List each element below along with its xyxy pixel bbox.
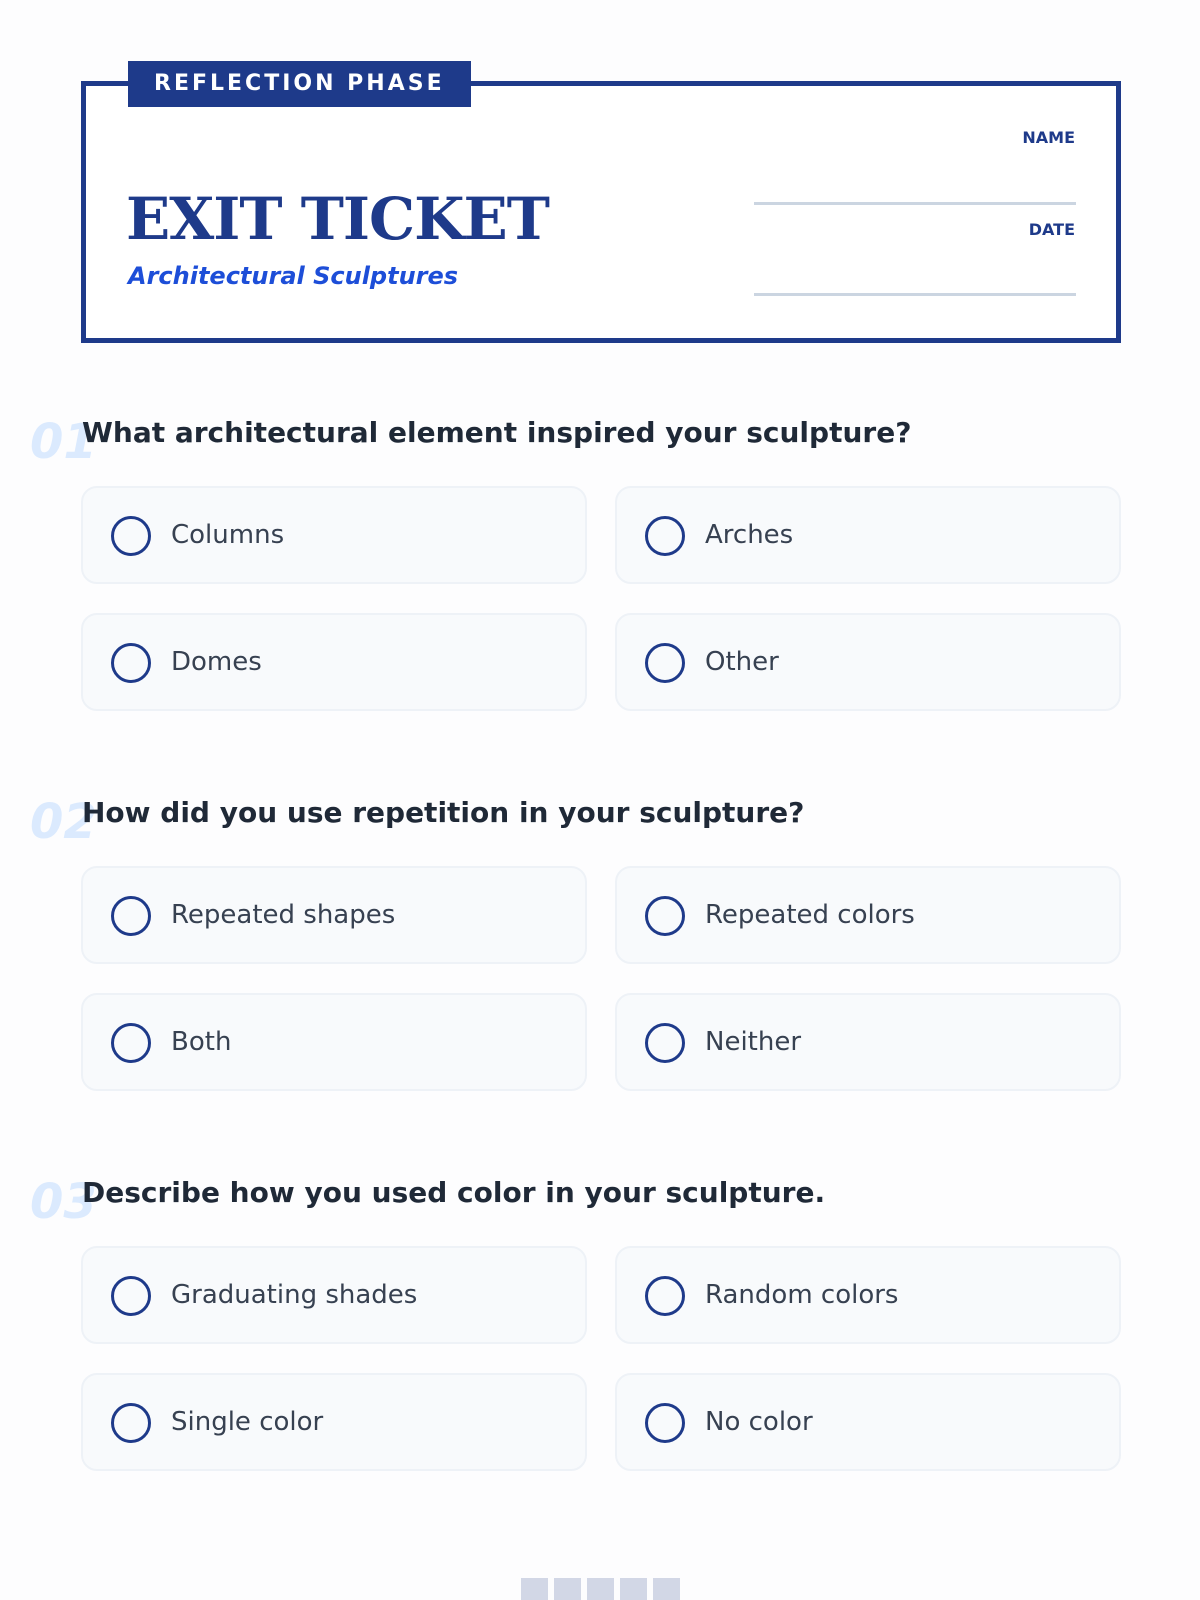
option-label: Columns [171, 520, 285, 550]
date-field-line[interactable] [754, 293, 1076, 296]
radio-circle-icon[interactable] [645, 1023, 685, 1063]
radio-circle-icon[interactable] [645, 896, 685, 936]
option-label: Domes [171, 647, 262, 677]
radio-circle-icon[interactable] [111, 1276, 151, 1316]
footer-block [653, 1578, 680, 1600]
option-domes[interactable] [81, 613, 587, 711]
footer-decoration [521, 1578, 680, 1600]
radio-circle-icon[interactable] [111, 1403, 151, 1443]
option-label: Both [171, 1027, 232, 1057]
question-number: 02 [30, 794, 97, 850]
option-repeated-colors[interactable] [615, 866, 1121, 964]
option-label: Repeated colors [705, 900, 915, 930]
radio-circle-icon[interactable] [111, 1023, 151, 1063]
option-random-colors[interactable] [615, 1246, 1121, 1344]
footer-block [554, 1578, 581, 1600]
name-field-line[interactable] [754, 202, 1076, 205]
phase-tag: REFLECTION PHASE [128, 61, 471, 107]
date-field-label: DATE [1028, 220, 1075, 239]
option-label: Other [705, 647, 779, 677]
option-no-color[interactable] [615, 1373, 1121, 1471]
page-title: EXIT TICKET [126, 185, 549, 253]
footer-block [521, 1578, 548, 1600]
option-label: Arches [705, 520, 794, 550]
question-number: 03 [30, 1174, 97, 1230]
radio-circle-icon[interactable] [645, 643, 685, 683]
option-other[interactable] [615, 613, 1121, 711]
footer-block [587, 1578, 614, 1600]
option-label: Repeated shapes [171, 900, 396, 930]
option-label: Random colors [705, 1280, 899, 1310]
question-text: What architectural element inspired your sculpture? [82, 416, 912, 449]
option-label: Neither [705, 1027, 802, 1057]
option-columns[interactable] [81, 486, 587, 584]
radio-circle-icon[interactable] [645, 516, 685, 556]
page-subtitle: Architectural Sculptures [128, 262, 459, 290]
option-both[interactable] [81, 993, 587, 1091]
option-repeated-shapes[interactable] [81, 866, 587, 964]
footer-block [620, 1578, 647, 1600]
name-field-label: NAME [1022, 128, 1075, 147]
question-text: How did you use repetition in your sculpture? [82, 796, 805, 829]
option-arches[interactable] [615, 486, 1121, 584]
option-single-color[interactable] [81, 1373, 587, 1471]
radio-circle-icon[interactable] [645, 1276, 685, 1316]
radio-circle-icon[interactable] [111, 896, 151, 936]
radio-circle-icon[interactable] [645, 1403, 685, 1443]
question-text: Describe how you used color in your sculpture. [82, 1176, 826, 1209]
option-label: No color [705, 1407, 813, 1437]
option-label: Graduating shades [171, 1280, 418, 1310]
option-graduating-shades[interactable] [81, 1246, 587, 1344]
option-label: Single color [171, 1407, 324, 1437]
option-neither[interactable] [615, 993, 1121, 1091]
radio-circle-icon[interactable] [111, 643, 151, 683]
radio-circle-icon[interactable] [111, 516, 151, 556]
question-number: 01 [30, 414, 97, 470]
